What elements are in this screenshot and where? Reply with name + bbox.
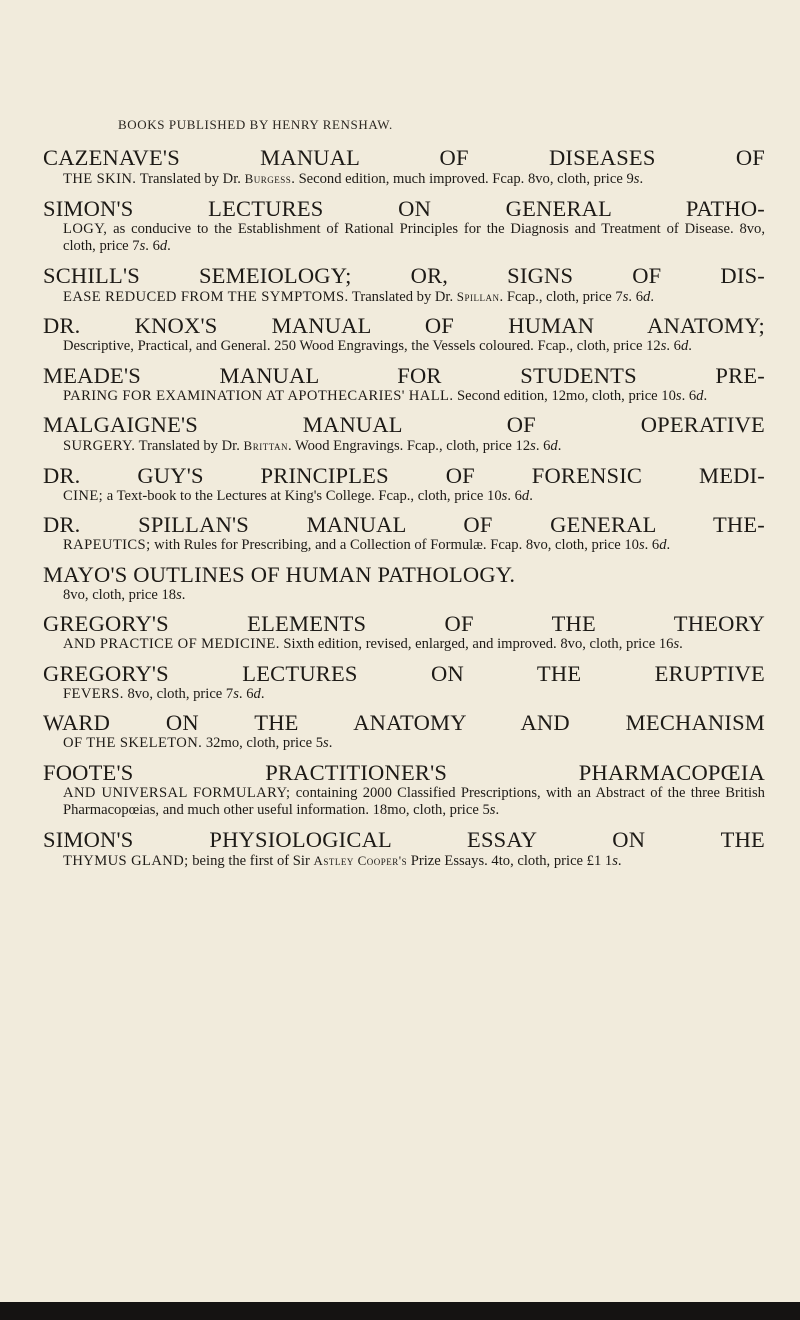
description-text: . <box>167 238 171 254</box>
description-text: Descriptive, Practical, and General. 250 Wood Engravings, the Vessels coloured. Fcap., cloth, price 12 <box>63 338 661 354</box>
description-text: s <box>675 387 682 404</box>
description-text: EASE REDUCED FROM THE SYMPTOMS. <box>63 288 349 305</box>
description-text: THE SKIN. <box>63 171 137 187</box>
description-text: RAPEUTICS; <box>63 537 151 553</box>
description-text: . <box>679 636 683 652</box>
description-text: CINE; <box>63 487 104 504</box>
book-description <box>43 221 765 256</box>
book-description <box>43 288 765 307</box>
description-text: s <box>176 586 182 603</box>
description-text: Second edition, 12mo, cloth, price 10 <box>453 387 676 404</box>
book-title: GREGORY'S ELEMENTS OF THE THEORY <box>43 611 765 636</box>
description-text: . <box>529 487 533 504</box>
author-name: Astley Cooper's <box>313 852 408 868</box>
description-text: s <box>622 288 629 305</box>
description-text: . 6 <box>507 487 522 504</box>
description-text: THYMUS GLAND; <box>63 852 189 869</box>
description-text: with Rules for Prescribing, and a Collection of Formulæ. Fcap. 8vo, cloth, price 10 <box>150 537 639 553</box>
description-text: s <box>139 238 146 254</box>
description-text: . <box>181 586 186 603</box>
description-text: Translated by Dr. <box>135 438 244 454</box>
description-text: . <box>703 387 708 404</box>
description-text: s <box>233 685 239 702</box>
description-text: . 6 <box>666 338 681 354</box>
description-text: 32mo, cloth, price 5 <box>202 735 324 751</box>
book-title: FOOTE'S PRACTITIONER'S PHARMACOPŒIA <box>43 759 765 785</box>
description-text: s <box>612 852 618 869</box>
description-text: . Second edition, much improved. Fcap. 8vo, cloth, price 9 <box>291 171 634 187</box>
book-title: SIMON'S LECTURES ON GENERAL PATHO- <box>43 195 765 221</box>
book-description <box>43 437 765 456</box>
description-text: Sixth edition, revised, enlarged, and improved. 8vo, cloth, price 16 <box>279 636 674 652</box>
description-text: LOGY, <box>63 220 108 237</box>
book-entry <box>43 611 765 654</box>
page-header: BOOKS PUBLISHED BY HENRY RENSHAW. <box>118 117 393 132</box>
book-description <box>43 170 765 189</box>
description-text: Translated by Dr. <box>348 288 457 305</box>
description-text: . 6 <box>145 238 160 254</box>
book-title: DR. SPILLAN'S MANUAL OF GENERAL THE- <box>43 512 765 537</box>
book-title: SCHILL'S SEMEIOLOGY; OR, SIGNS OF DIS- <box>43 262 765 288</box>
book-entry <box>43 313 765 356</box>
book-title: CAZENAVE'S MANUAL OF DISEASES OF <box>43 145 765 170</box>
book-description <box>43 686 765 704</box>
book-description <box>43 388 765 406</box>
description-text: being the first of Sir <box>188 852 314 869</box>
description-text: s <box>660 338 667 354</box>
description-text: . 6 <box>628 288 644 305</box>
book-entry <box>43 463 765 506</box>
description-text: . <box>495 802 500 818</box>
description-text: s <box>323 735 329 751</box>
description-text: s <box>501 487 508 504</box>
description-text: . <box>260 685 265 702</box>
description-text: d <box>521 487 530 504</box>
book-title: MEADE'S MANUAL FOR STUDENTS PRE- <box>43 362 765 388</box>
description-text: SURGERY. <box>63 438 136 454</box>
book-entry <box>43 827 765 871</box>
book-entry <box>43 196 765 256</box>
book-entry <box>43 512 765 555</box>
description-text: AND UNIVERSAL FORMULARY; <box>63 784 291 801</box>
book-title: GREGORY'S LECTURES ON THE ERUPTIVE <box>43 660 765 686</box>
description-text: AND PRACTICE OF MEDICINE. <box>63 636 280 652</box>
description-text: . <box>557 438 562 454</box>
book-title: MAYO'S OUTLINES OF HUMAN PATHOLOGY. <box>43 561 516 587</box>
description-text: Prize Essays. 4to, cloth, price £1 1 <box>407 852 613 869</box>
book-description <box>43 338 765 356</box>
description-text: . 6 <box>238 685 254 702</box>
description-text: a Text-book to the Lectures at King's College. Fcap., cloth, price 10 <box>103 487 502 504</box>
book-entry <box>43 363 765 406</box>
description-text: d <box>680 338 689 354</box>
book-entry <box>43 263 765 307</box>
book-title: MALGAIGNE'S MANUAL OF OPERATIVE <box>43 412 765 437</box>
book-entry <box>43 562 765 605</box>
book-entry <box>43 412 765 456</box>
book-description <box>43 488 765 506</box>
description-text: . <box>639 171 644 187</box>
description-text: . 6 <box>681 387 697 404</box>
description-text: . <box>688 338 692 354</box>
description-text: s <box>638 537 645 553</box>
description-text: d <box>159 238 168 254</box>
book-title: DR. GUY'S PRINCIPLES OF FORENSIC MEDI- <box>43 462 765 488</box>
description-text: 8vo, cloth, price 18 <box>63 586 177 603</box>
book-entry <box>43 760 765 820</box>
book-entry <box>43 710 765 753</box>
description-text: . <box>617 852 622 869</box>
book-description <box>43 537 765 555</box>
description-text: d <box>696 387 704 404</box>
description-text: s <box>489 802 496 818</box>
book-description <box>43 587 765 605</box>
description-text: s <box>530 438 536 454</box>
description-text: s <box>633 171 640 187</box>
description-text: . Fcap., cloth, price 7 <box>499 288 623 305</box>
description-text: d <box>659 537 667 553</box>
description-text: s <box>673 636 680 652</box>
book-description <box>43 636 765 654</box>
book-description <box>43 852 765 871</box>
book-catalogue <box>43 145 765 877</box>
description-text: PARING FOR EXAMINATION AT APOTHECARIES' HALL. <box>63 387 454 404</box>
bottom-border-rule <box>0 1302 800 1320</box>
description-text: as conducive to the Establishment of Rational Principles for the Diagnosis and Treatment of Disease. 8vo, cloth, price 7 <box>63 220 765 254</box>
description-text: OF THE SKELETON. <box>63 735 203 751</box>
description-text: containing 2000 Classified Prescriptions, with an Abstract of the three British Pharmacopœias, and much other useful information. 18mo, cloth, price 5 <box>63 784 765 818</box>
book-title: WARD ON THE ANATOMY AND MECHANISM <box>43 710 765 735</box>
description-text: . Wood Engravings. Fcap., cloth, price 12 <box>287 438 531 454</box>
book-title: SIMON'S PHYSIOLOGICAL ESSAY ON THE <box>43 826 765 852</box>
book-description <box>43 735 765 753</box>
description-text: . <box>666 537 671 553</box>
author-name: Spillan <box>456 288 500 304</box>
description-text: . <box>650 288 654 305</box>
description-text: d <box>550 438 558 454</box>
book-title: DR. KNOX'S MANUAL OF HUMAN ANATOMY; <box>43 313 765 338</box>
description-text: . 6 <box>535 438 551 454</box>
description-text: d <box>253 685 261 702</box>
description-text: d <box>643 288 651 305</box>
description-text: 8vo, cloth, price 7 <box>123 685 234 702</box>
description-text: . 6 <box>644 537 660 553</box>
author-name: Brittan <box>243 438 288 453</box>
book-entry <box>43 661 765 704</box>
book-description <box>43 785 765 820</box>
description-text: Translated by Dr. <box>136 171 245 187</box>
description-text: . <box>328 735 333 751</box>
author-name: Burgess <box>244 171 292 186</box>
book-entry <box>43 145 765 189</box>
description-text: FEVERS. <box>63 685 124 702</box>
